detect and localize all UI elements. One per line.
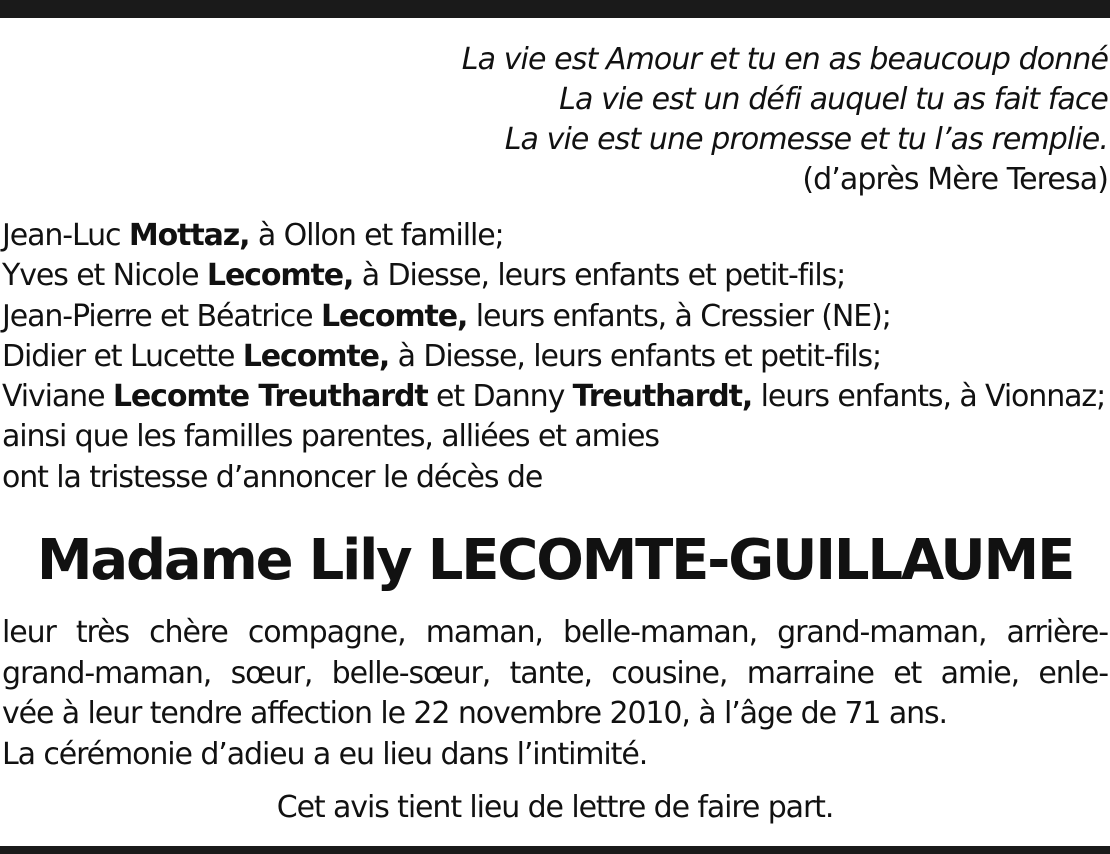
footer-note: Cet avis tient lieu de lettre de faire part. — [276, 790, 834, 825]
family-connector: et Danny — [427, 379, 573, 415]
epigraph-quote — [108, 40, 1108, 200]
family-given-names: Jean-Pierre et Béatrice — [2, 298, 321, 334]
family-details: à Diesse, leurs enfants et petit-fils; — [353, 258, 846, 294]
quote-line: La vie est une promesse et tu l’as remplie. — [504, 122, 1108, 157]
quote-attribution: (d’après Mère Teresa) — [802, 162, 1108, 197]
family-surname: Mottaz, — [128, 218, 250, 253]
family-details: leurs enfants, à Vionnaz; — [752, 379, 1106, 415]
family-given-names: Viviane — [2, 379, 113, 415]
obituary-body — [2, 613, 1108, 775]
family-surname: Lecomte, — [206, 258, 354, 294]
family-given-names: Yves et Nicole — [2, 258, 207, 294]
bottom-border-rule — [0, 846, 1110, 854]
family-line — [2, 256, 1108, 296]
family-line — [2, 377, 1108, 417]
family-given-names: Jean-Luc — [2, 218, 129, 253]
body-line: La cérémonie d’adieu a eu lieu dans l’intimité. — [2, 736, 648, 772]
family-line — [2, 216, 1108, 256]
quote-line: La vie est un défi auquel tu as fait face — [559, 82, 1108, 117]
family-details: à Ollon et famille; — [249, 218, 504, 253]
family-given-names: Didier et Lucette — [2, 338, 243, 374]
family-surname: Lecomte Treuthardt — [112, 379, 428, 415]
family-line — [2, 337, 1108, 377]
quote-line: La vie est Amour et tu en as beaucoup donné — [461, 42, 1108, 77]
family-line — [2, 297, 1108, 337]
relatives-line: ainsi que les familles parentes, alliées et amies — [2, 419, 659, 455]
family-details: leurs enfants, à Cressier (NE); — [467, 298, 891, 334]
body-line: leur très chère compagne, maman, belle-maman, grand-maman, arrière- — [2, 615, 1108, 650]
body-line: vée à leur tendre affection le 22 novembre 2010, à l’âge de 71 ans. — [2, 696, 947, 731]
family-list — [2, 216, 1108, 498]
family-surname: Lecomte, — [242, 338, 390, 374]
deceased-name: Madame Lily LECOMTE-GUILLAUME — [36, 528, 1074, 593]
body-line: grand-maman, sœur, belle-sœur, tante, cousine, marraine et amie, enle- — [2, 655, 1108, 691]
family-surname: Lecomte, — [320, 298, 468, 334]
announcement-line: ont la tristesse d’annoncer le décès de — [2, 459, 543, 495]
family-details: à Diesse, leurs enfants et petit-fils; — [389, 338, 881, 374]
top-border-rule — [0, 0, 1110, 18]
family-surname: Treuthardt, — [572, 379, 753, 415]
